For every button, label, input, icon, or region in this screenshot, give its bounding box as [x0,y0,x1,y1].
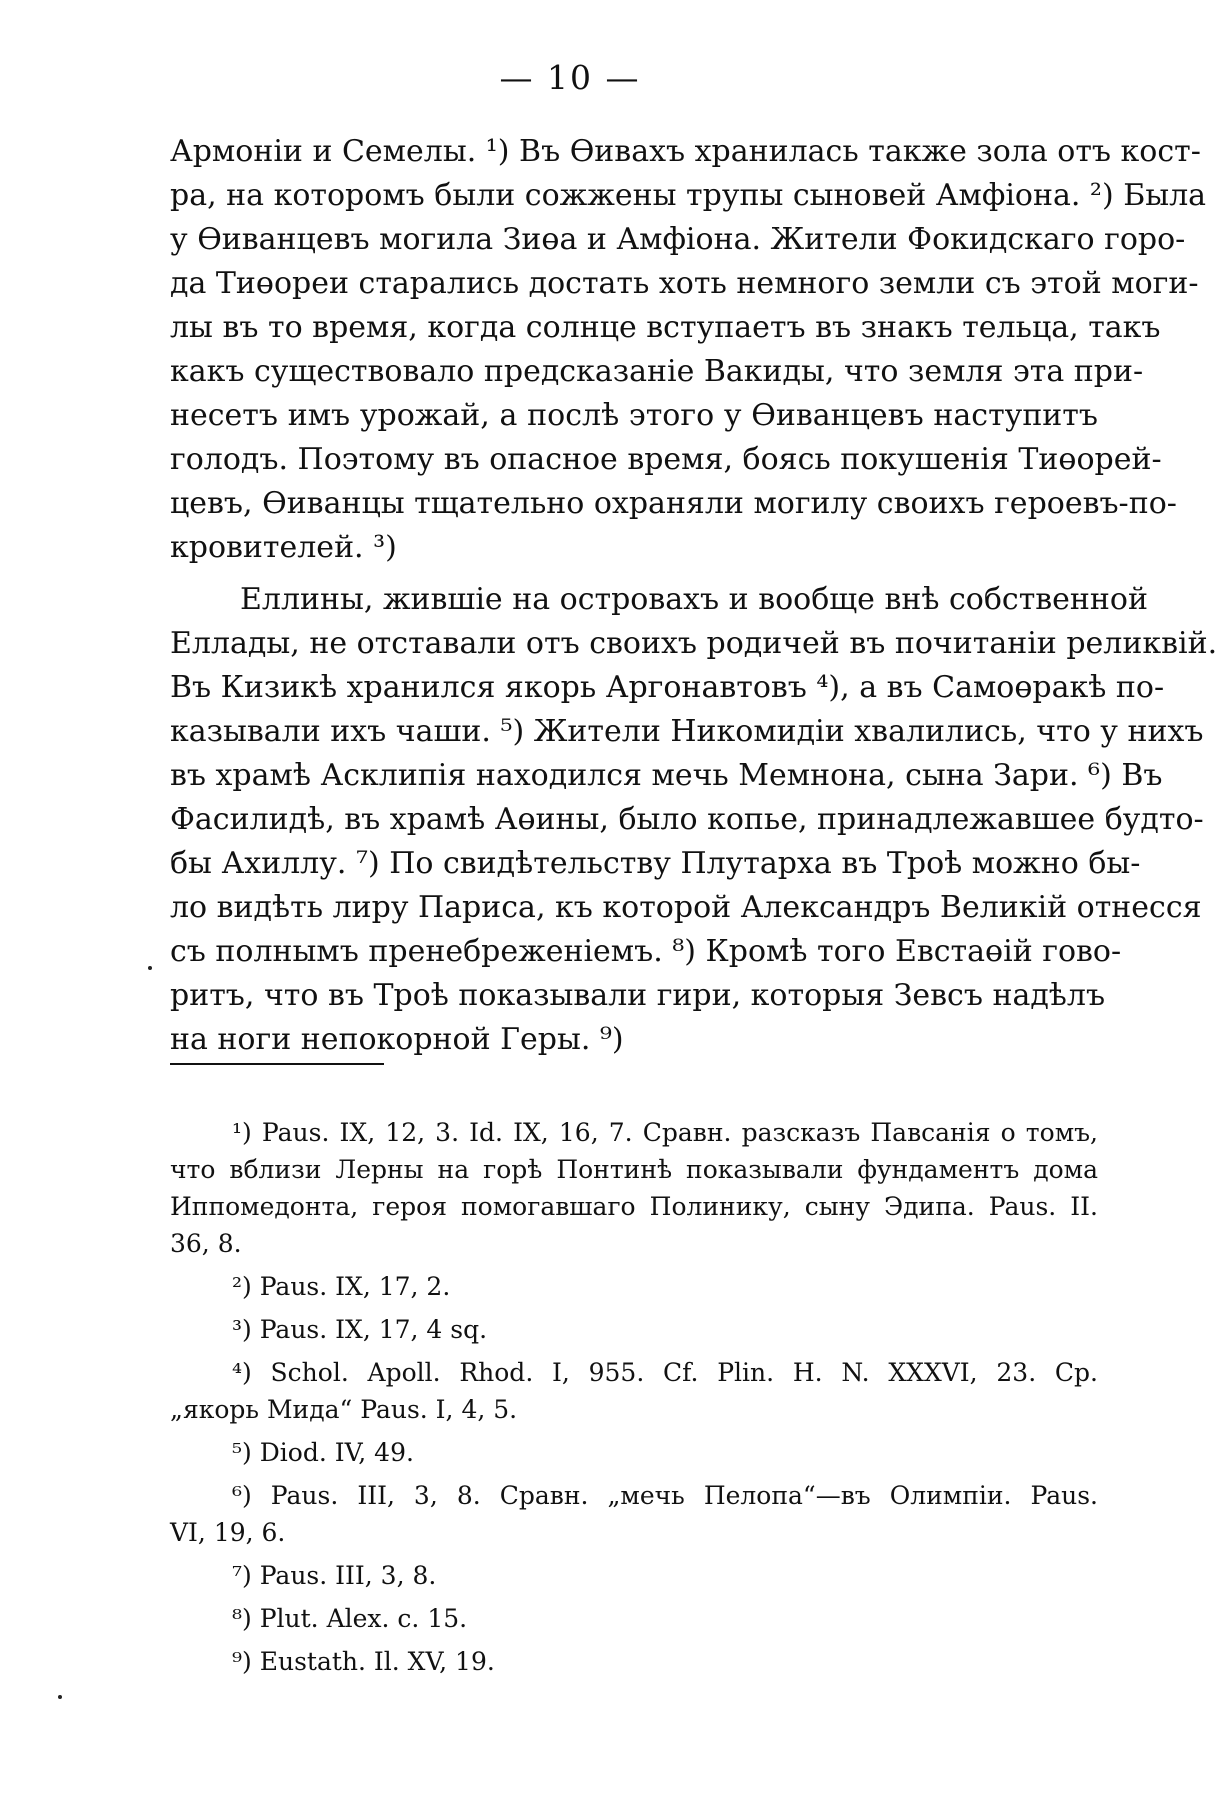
text-line: ло видѣть лиру Париса, къ которой Александръ Великій отнесся [170,890,1202,925]
footnote-line: что вблизи Лерны на горѣ Понтинѣ показывали фундаментъ дома [170,1155,1098,1184]
text-line: ра, на которомъ были сожжены трупы сыновей Амфіона. ²) Была [170,178,1207,213]
text-line: Армоніи и Семелы. ¹) Въ Өивахъ хранилась также зола отъ кост- [170,134,1201,169]
text-line: на ноги непокорной Геры. ⁹) [170,1022,624,1057]
footnote [170,1600,1098,1637]
text-line: лы въ то время, когда солнце вступаетъ въ знакъ тельца, такъ [170,310,1161,345]
footnote-line: ⁵) Diod. IV, 49. [232,1438,414,1467]
footnote [170,1434,1098,1471]
footnote-line: ⁹) Eustath. Il. XV, 19. [232,1647,495,1676]
footnote-line: ³) Paus. IX, 17, 4 sq. [232,1315,488,1344]
text-line: какъ существовало предсказаніе Вакиды, что земля эта при- [170,354,1144,389]
text-line: Еллины, жившіе на островахъ и вообще внѣ собственной [240,582,1148,617]
text-line: да Тиөореи старались достать хоть немного земли съ этой моги- [170,266,1199,301]
footnote [170,1268,1098,1305]
footnote-line: „якорь Мида“ Paus. I, 4, 5. [170,1395,518,1424]
footnote [170,1477,1098,1551]
text-line: Еллады, не отставали отъ своихъ родичей въ почитаніи реликвій. [170,626,1217,661]
print-speck [58,1695,62,1699]
print-speck [148,966,152,970]
paragraph [170,578,1217,1062]
footnote-line: 36, 8. [170,1229,242,1258]
text-line: Въ Кизикѣ хранился якорь Аргонавтовъ ⁴), а въ Самоөракѣ по- [170,670,1165,705]
footnote-line: VI, 19, 6. [170,1518,286,1547]
footnote [170,1311,1098,1348]
text-line: несетъ имъ урожай, а послѣ этого у Өиванцевъ наступитъ [170,398,1098,433]
footnote [170,1354,1098,1428]
footnotes [170,1114,1098,1680]
footnote [170,1557,1098,1594]
text-line: Фасилидѣ, въ храмѣ Аөины, было копье, принадлежавшее будто- [170,802,1204,837]
footnote-separator [170,1063,384,1065]
page-number: — 10 — [499,58,641,97]
text-line: казывали ихъ чаши. ⁵) Жители Никомидіи хвалились, что у нихъ [170,714,1204,749]
text-line: у Өиванцевъ могила Зиөа и Амфіона. Жители Фокидскаго горо- [170,222,1186,257]
main-text [170,130,1217,1062]
footnote-line: ⁴) Schol. Apoll. Rhod. I, 955. Cf. Plin. H. N. XXXVI, 23. Ср. [232,1358,1098,1387]
footnote-line: ⁶) Paus. III, 3, 8. Сравн. „мечь Пелопа“—въ Олимпіи. Paus. [232,1481,1098,1510]
footnote-line: ⁸) Plut. Alex. c. 15. [232,1604,468,1633]
paragraph [170,130,1207,570]
text-line: голодъ. Поэтому въ опасное время, боясь покушенія Тиөорей- [170,442,1162,477]
text-line: бы Ахиллу. ⁷) По свидѣтельству Плутарха въ Троѣ можно бы- [170,846,1141,881]
footnote [170,1643,1098,1680]
footnote-line: ¹) Paus. IX, 12, 3. Id. IX, 16, 7. Сравн. разсказъ Павсанія о томъ, [232,1118,1098,1147]
footnote-line: Иппомедонта, героя помогавшаго Полинику, сыну Эдипа. Paus. II. [170,1192,1098,1221]
text-line: съ полнымъ пренебреженіемъ. ⁸) Кромѣ того Евстаөій гово- [170,934,1122,969]
text-line: ритъ, что въ Троѣ показывали гири, которыя Зевсъ надѣлъ [170,978,1106,1013]
footnote [170,1114,1098,1262]
text-line: въ храмѣ Асклипія находился мечь Мемнона, сына Зари. ⁶) Въ [170,758,1163,793]
footnote-line: ²) Paus. IX, 17, 2. [232,1272,451,1301]
footnote-line: ⁷) Paus. III, 3, 8. [232,1561,437,1590]
text-line: кровителей. ³) [170,530,397,565]
text-line: цевъ, Өиванцы тщательно охраняли могилу своихъ героевъ-по- [170,486,1177,521]
